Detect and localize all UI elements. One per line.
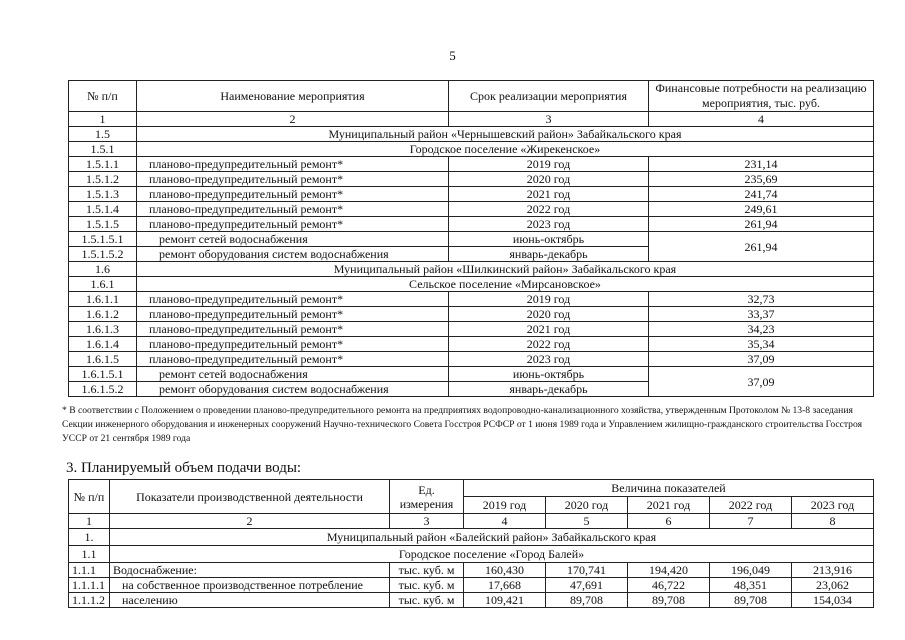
row-number: 1.6.1.5.2 bbox=[69, 382, 137, 397]
column-number: 3 bbox=[449, 112, 649, 127]
row-number: 1.6.1.4 bbox=[69, 337, 137, 352]
row-number: 1.1 bbox=[69, 546, 110, 563]
amount: 37,09 bbox=[649, 367, 874, 397]
term: 2021 год bbox=[449, 322, 649, 337]
section-title: Городское поселение «Город Балей» bbox=[110, 546, 874, 563]
column-number: 3 bbox=[390, 514, 464, 529]
section-title: Сельское поселение «Мирсановское» bbox=[137, 277, 874, 292]
value-cell: 89,708 bbox=[628, 593, 710, 608]
column-header: Срок реализации мероприятия bbox=[449, 81, 649, 112]
table-row bbox=[69, 563, 874, 578]
value-cell: 89,708 bbox=[546, 593, 628, 608]
term: январь-декабрь bbox=[449, 247, 649, 262]
column-header: Ед. измерения bbox=[390, 480, 464, 514]
table-row bbox=[69, 322, 874, 337]
column-header: № п/п bbox=[69, 81, 137, 112]
table-row bbox=[69, 202, 874, 217]
term: 2022 год bbox=[449, 202, 649, 217]
value-cell: 154,034 bbox=[792, 593, 874, 608]
row-number: 1.1.1 bbox=[69, 563, 110, 578]
section-title: Муниципальный район «Чернышевский район» Забайкальского края bbox=[137, 127, 874, 142]
measure-name: планово-предупредительный ремонт* bbox=[137, 217, 449, 232]
table-row bbox=[69, 352, 874, 367]
water-supply-table bbox=[68, 479, 874, 608]
table-row bbox=[69, 157, 874, 172]
row-number: 1. bbox=[69, 529, 110, 546]
indicator-name: Водоснабжение: bbox=[110, 563, 390, 578]
measure-name: ремонт сетей водоснабжения bbox=[137, 232, 449, 247]
value-cell: 17,668 bbox=[464, 578, 546, 593]
table-header-row bbox=[69, 480, 874, 497]
section-title: Муниципальный район «Балейский район» Забайкальского края bbox=[110, 529, 874, 546]
year-header: 2021 год bbox=[628, 497, 710, 514]
term: январь-декабрь bbox=[449, 382, 649, 397]
section-row bbox=[69, 142, 874, 157]
column-number: 2 bbox=[110, 514, 390, 529]
measure-name: ремонт сетей водоснабжения bbox=[137, 367, 449, 382]
value-cell: 48,351 bbox=[710, 578, 792, 593]
amount: 35,34 bbox=[649, 337, 874, 352]
column-number: 1 bbox=[69, 112, 137, 127]
term: 2022 год bbox=[449, 337, 649, 352]
measure-name: планово-предупредительный ремонт* bbox=[137, 307, 449, 322]
column-header: № п/п bbox=[69, 480, 110, 514]
term: 2020 год bbox=[449, 307, 649, 322]
term: июнь-октябрь bbox=[449, 232, 649, 247]
value-cell: 160,430 bbox=[464, 563, 546, 578]
table-row bbox=[69, 172, 874, 187]
year-header: 2022 год bbox=[710, 497, 792, 514]
column-header: Наименование мероприятия bbox=[137, 81, 449, 112]
value-cell: 47,691 bbox=[546, 578, 628, 593]
value-cell: 109,421 bbox=[464, 593, 546, 608]
column-number-row bbox=[69, 514, 874, 529]
term: 2019 год bbox=[449, 292, 649, 307]
page-number: 5 bbox=[449, 48, 456, 63]
amount: 261,94 bbox=[649, 217, 874, 232]
amount: 249,61 bbox=[649, 202, 874, 217]
amount: 37,09 bbox=[649, 352, 874, 367]
table-row bbox=[69, 307, 874, 322]
term: июнь-октябрь bbox=[449, 367, 649, 382]
row-number: 1.6.1 bbox=[69, 277, 137, 292]
row-number: 1.5.1.5.1 bbox=[69, 232, 137, 247]
amount: 231,14 bbox=[649, 157, 874, 172]
year-header: 2023 год bbox=[792, 497, 874, 514]
value-cell: 89,708 bbox=[710, 593, 792, 608]
section-row bbox=[69, 529, 874, 546]
row-number: 1.6.1.5 bbox=[69, 352, 137, 367]
measure-name: ремонт оборудования систем водоснабжения bbox=[137, 382, 449, 397]
year-header: 2020 год bbox=[546, 497, 628, 514]
amount: 32,73 bbox=[649, 292, 874, 307]
section-title: Муниципальный район «Шилкинский район» Забайкальского края bbox=[137, 262, 874, 277]
section-row bbox=[69, 277, 874, 292]
term: 2021 год bbox=[449, 187, 649, 202]
amount: 33,37 bbox=[649, 307, 874, 322]
section-title: Городское поселение «Жирекенское» bbox=[137, 142, 874, 157]
table-row bbox=[69, 337, 874, 352]
value-cell: 23,062 bbox=[792, 578, 874, 593]
measure-name: планово-предупредительный ремонт* bbox=[137, 202, 449, 217]
column-number: 7 bbox=[710, 514, 792, 529]
row-number: 1.6.1.3 bbox=[69, 322, 137, 337]
row-number: 1.6 bbox=[69, 262, 137, 277]
table-row bbox=[69, 217, 874, 232]
term: 2019 год bbox=[449, 157, 649, 172]
table-row bbox=[69, 187, 874, 202]
row-number: 1.5 bbox=[69, 127, 137, 142]
table-row bbox=[69, 367, 874, 382]
amount: 241,74 bbox=[649, 187, 874, 202]
value-cell: 46,722 bbox=[628, 578, 710, 593]
section-row bbox=[69, 262, 874, 277]
measure-name: планово-предупредительный ремонт* bbox=[137, 352, 449, 367]
row-number: 1.5.1 bbox=[69, 142, 137, 157]
row-number: 1.5.1.1 bbox=[69, 157, 137, 172]
column-number: 4 bbox=[649, 112, 874, 127]
row-number: 1.5.1.3 bbox=[69, 187, 137, 202]
column-number: 6 bbox=[628, 514, 710, 529]
table-row bbox=[69, 292, 874, 307]
value-cell: 213,916 bbox=[792, 563, 874, 578]
footnote: * В соответствии с Положением о проведении планово-предупредительного ремонта на предприятиях водопроводно-канализационного хозяйства, утвержденным Протоколом № 13-8 заседания Секции инженерного оборудования и инженерных сооружений Научно-технического Совета Госстроя РСФСР от 1 июня 1989 года и Управлением жилищно-гражданского строительства Госстроя УССР от 21 сентября 1989 года bbox=[62, 405, 863, 444]
term: 2023 год bbox=[449, 217, 649, 232]
measures-table bbox=[68, 80, 874, 397]
row-number: 1.1.1.1 bbox=[69, 578, 110, 593]
measure-name: планово-предупредительный ремонт* bbox=[137, 337, 449, 352]
year-header: 2019 год bbox=[464, 497, 546, 514]
term: 2020 год bbox=[449, 172, 649, 187]
table-row bbox=[69, 593, 874, 608]
unit: тыс. куб. м bbox=[390, 578, 464, 593]
measure-name: планово-предупредительный ремонт* bbox=[137, 292, 449, 307]
row-number: 1.5.1.4 bbox=[69, 202, 137, 217]
value-cell: 170,741 bbox=[546, 563, 628, 578]
amount: 34,23 bbox=[649, 322, 874, 337]
row-number: 1.6.1.1 bbox=[69, 292, 137, 307]
row-number: 1.6.1.5.1 bbox=[69, 367, 137, 382]
table-header-row bbox=[69, 81, 874, 112]
value-cell: 196,049 bbox=[710, 563, 792, 578]
column-number: 1 bbox=[69, 514, 110, 529]
amount: 261,94 bbox=[649, 232, 874, 262]
measure-name: планово-предупредительный ремонт* bbox=[137, 172, 449, 187]
unit: тыс. куб. м bbox=[390, 563, 464, 578]
section-row bbox=[69, 546, 874, 563]
measure-name: планово-предупредительный ремонт* bbox=[137, 187, 449, 202]
table-row bbox=[69, 232, 874, 247]
unit: тыс. куб. м bbox=[390, 593, 464, 608]
table-row bbox=[69, 578, 874, 593]
measure-name: планово-предупредительный ремонт* bbox=[137, 322, 449, 337]
column-number: 5 bbox=[546, 514, 628, 529]
column-number-row bbox=[69, 112, 874, 127]
amount: 235,69 bbox=[649, 172, 874, 187]
indicator-name: населению bbox=[110, 593, 390, 608]
row-number: 1.1.1.2 bbox=[69, 593, 110, 608]
value-cell: 194,420 bbox=[628, 563, 710, 578]
column-number: 2 bbox=[137, 112, 449, 127]
row-number: 1.5.1.5.2 bbox=[69, 247, 137, 262]
column-header: Показатели производственной деятельности bbox=[110, 480, 390, 514]
indicator-name: на собственное производственное потребление bbox=[110, 578, 390, 593]
column-header: Финансовые потребности на реализацию мероприятия, тыс. руб. bbox=[649, 81, 874, 112]
section-row bbox=[69, 127, 874, 142]
measure-name: ремонт оборудования систем водоснабжения bbox=[137, 247, 449, 262]
row-number: 1.6.1.2 bbox=[69, 307, 137, 322]
row-number: 1.5.1.5 bbox=[69, 217, 137, 232]
row-number: 1.5.1.2 bbox=[69, 172, 137, 187]
column-number: 4 bbox=[464, 514, 546, 529]
term: 2023 год bbox=[449, 352, 649, 367]
section-3-title: 3. Планируемый объем подачи воды: bbox=[66, 460, 302, 476]
measure-name: планово-предупредительный ремонт* bbox=[137, 157, 449, 172]
column-number: 8 bbox=[792, 514, 874, 529]
column-header: Величина показателей bbox=[464, 480, 874, 497]
